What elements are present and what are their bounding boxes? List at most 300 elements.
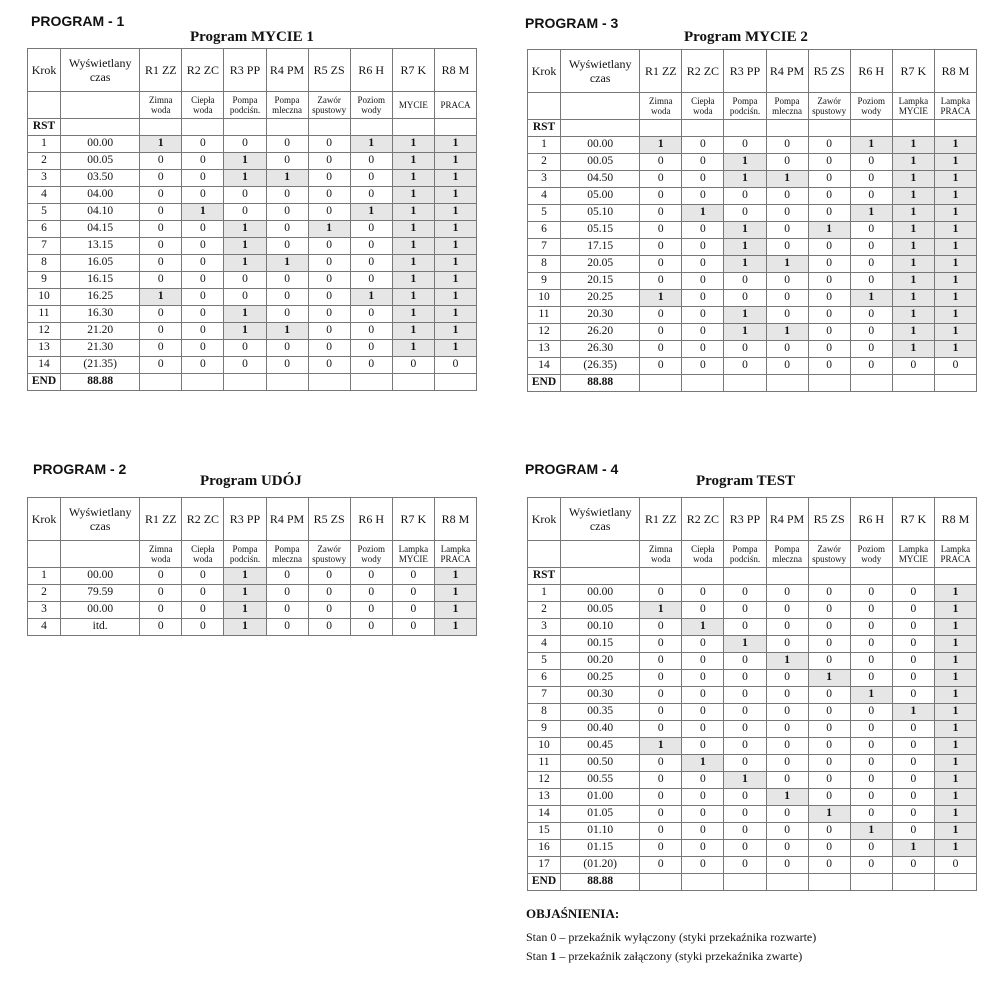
state-cell: 0 [724,137,766,154]
header-desc-row [528,93,977,120]
table-row [28,568,477,585]
empty-cell [28,92,61,119]
state-cell: 0 [350,153,392,170]
empty-cell [140,119,182,136]
state-cell: 0 [808,290,850,307]
step-cell: 6 [28,221,61,238]
state-cell: 1 [934,806,976,823]
state-cell: 1 [724,772,766,789]
empty-cell [892,874,934,891]
state-cell: 1 [934,823,976,840]
time-cell: 00.50 [561,755,640,772]
step-cell: 10 [528,738,561,755]
state-cell: 0 [640,653,682,670]
state-cell: 1 [934,256,976,273]
state-cell: 0 [850,721,892,738]
empty-cell [308,119,350,136]
step-cell: 6 [528,222,561,239]
state-cell: 0 [640,670,682,687]
program-title: Program UDÓJ [200,473,302,489]
table-row [528,341,977,358]
relay-description: Zawór spustowy [808,93,850,120]
step-cell: 4 [28,619,61,636]
state-cell: 1 [892,239,934,256]
step-cell: 2 [528,154,561,171]
state-cell: 0 [724,687,766,704]
state-cell: 0 [808,704,850,721]
state-cell: 0 [724,789,766,806]
state-cell: 0 [140,255,182,272]
state-cell: 0 [140,153,182,170]
step-cell: 10 [28,289,61,306]
col-header-relay: R8 M [434,49,476,92]
step-cell: 12 [528,324,561,341]
relay-description: Pompa mleczna [266,92,308,119]
rst-label: RST [528,568,561,585]
time-cell: 04.50 [561,171,640,188]
col-header-relay: R1 ZZ [640,50,682,93]
state-cell: 0 [640,341,682,358]
notes-state: 0 [550,930,557,944]
state-cell: 1 [350,289,392,306]
step-cell: 2 [528,602,561,619]
table-row [528,154,977,171]
relay-description: Zawór spustowy [308,92,350,119]
notes-prefix: Stan [526,930,551,944]
state-cell: 1 [934,755,976,772]
empty-cell [724,120,766,137]
state-cell: 0 [766,273,808,290]
relay-table [27,48,477,391]
empty-cell [766,874,808,891]
state-cell: 0 [682,154,724,171]
state-cell: 1 [934,704,976,721]
state-cell: 1 [934,171,976,188]
table-row [528,772,977,789]
state-cell: 0 [892,806,934,823]
state-cell: 1 [434,187,476,204]
state-cell: 0 [308,306,350,323]
state-cell: 0 [682,585,724,602]
state-cell: 1 [392,323,434,340]
state-cell: 0 [350,238,392,255]
table-row [528,324,977,341]
state-cell: 0 [224,357,266,374]
col-header-relay: R4 PM [266,498,308,541]
state-cell: 0 [392,568,434,585]
state-cell: 1 [934,137,976,154]
program-label: PROGRAM - 4 [525,461,619,477]
state-cell: 1 [224,619,266,636]
col-header-relay: R3 PP [724,50,766,93]
program-label: PROGRAM - 3 [525,15,619,31]
step-cell: 15 [528,823,561,840]
state-cell: 1 [266,255,308,272]
time-cell: 20.15 [561,273,640,290]
state-cell: 0 [350,255,392,272]
state-cell: 0 [766,704,808,721]
state-cell: 1 [434,602,476,619]
time-cell: 00.25 [561,670,640,687]
table-row [28,238,477,255]
state-cell: 0 [392,602,434,619]
state-cell: 0 [266,187,308,204]
state-cell: 0 [640,687,682,704]
state-cell: 0 [850,256,892,273]
state-cell: 0 [140,306,182,323]
time-cell: 04.10 [61,204,140,221]
state-cell: 0 [850,222,892,239]
col-header-relay: R2 ZC [682,50,724,93]
state-cell: 1 [934,222,976,239]
step-cell: 9 [528,721,561,738]
empty-cell [528,541,561,568]
state-cell: 0 [766,806,808,823]
col-header-relay: R2 ZC [182,49,224,92]
col-header-relay: R1 ZZ [140,498,182,541]
col-header-krok: Krok [528,50,561,93]
state-cell: 1 [640,290,682,307]
state-cell: 1 [850,290,892,307]
state-cell: 0 [724,806,766,823]
empty-cell [224,374,266,391]
step-cell: 5 [528,653,561,670]
state-cell: 0 [850,840,892,857]
state-cell: 0 [850,273,892,290]
end-label: END [528,874,561,891]
time-cell: 16.25 [61,289,140,306]
empty-cell [766,120,808,137]
empty-cell [350,119,392,136]
state-cell: 0 [850,636,892,653]
notes-line-off [526,930,816,945]
step-cell: 11 [528,307,561,324]
relay-description: Poziom wody [350,92,392,119]
state-cell: 0 [766,307,808,324]
state-cell: 0 [682,307,724,324]
time-cell: (21.35) [61,357,140,374]
state-cell: 0 [892,772,934,789]
empty-cell [850,874,892,891]
time-cell: 16.05 [61,255,140,272]
state-cell: 1 [892,324,934,341]
state-cell: 0 [640,619,682,636]
relay-description: PRACA [434,92,476,119]
state-cell: 0 [682,341,724,358]
table-row [528,307,977,324]
state-cell: 1 [934,772,976,789]
state-cell: 0 [266,289,308,306]
state-cell: 1 [724,256,766,273]
header-desc-row [28,92,477,119]
header-row [28,498,477,541]
state-cell: 1 [724,636,766,653]
state-cell: 0 [182,136,224,153]
state-cell: 1 [224,602,266,619]
state-cell: 0 [808,789,850,806]
table-row [528,205,977,222]
state-cell: 0 [724,840,766,857]
state-cell: 0 [724,670,766,687]
state-cell: 0 [724,721,766,738]
state-cell: 0 [724,273,766,290]
state-cell: 0 [850,324,892,341]
table-row [528,721,977,738]
state-cell: 1 [934,585,976,602]
state-cell: 0 [308,272,350,289]
time-cell: 17.15 [561,239,640,256]
relay-description: Lampka PRACA [434,541,476,568]
empty-cell [892,120,934,137]
col-header-relay: R7 K [892,498,934,541]
notes-line-on [526,949,816,964]
state-cell: 1 [766,324,808,341]
state-cell: 0 [724,755,766,772]
end-label: END [528,375,561,392]
relay-description: Pompa podciśn. [724,541,766,568]
state-cell: 0 [182,602,224,619]
state-cell: 0 [850,755,892,772]
table-row [28,170,477,187]
step-cell: 12 [528,772,561,789]
state-cell: 0 [808,307,850,324]
empty-cell [182,374,224,391]
state-cell: 0 [266,602,308,619]
state-cell: 1 [766,256,808,273]
time-cell: 26.30 [561,341,640,358]
state-cell: 1 [934,670,976,687]
state-cell: 0 [182,272,224,289]
state-cell: 0 [892,602,934,619]
relay-description: Ciepła woda [182,92,224,119]
state-cell: 0 [724,205,766,222]
state-cell: 0 [640,755,682,772]
state-cell: 1 [224,170,266,187]
table-row [528,171,977,188]
state-cell: 1 [392,170,434,187]
table-row [528,704,977,721]
step-cell: 14 [28,357,61,374]
time-cell: 00.05 [561,154,640,171]
state-cell: 1 [350,136,392,153]
state-cell: 0 [682,789,724,806]
state-cell: 0 [766,619,808,636]
time-cell: 04.15 [61,221,140,238]
state-cell: 0 [350,585,392,602]
state-cell: 1 [892,222,934,239]
state-cell: 1 [934,154,976,171]
step-cell: 13 [528,789,561,806]
col-header-relay: R3 PP [224,49,266,92]
step-cell: 2 [28,585,61,602]
program-label: PROGRAM - 2 [33,461,127,477]
state-cell: 1 [892,154,934,171]
state-cell: 0 [308,136,350,153]
empty-cell [561,541,640,568]
relay-description: MYCIE [392,92,434,119]
state-cell: 1 [892,171,934,188]
step-cell: 3 [528,171,561,188]
col-header-relay: R4 PM [766,498,808,541]
step-cell: 8 [28,255,61,272]
state-cell: 0 [682,602,724,619]
state-cell: 0 [808,188,850,205]
state-cell: 0 [766,687,808,704]
state-cell: 0 [808,256,850,273]
empty-cell [724,874,766,891]
state-cell: 0 [808,171,850,188]
step-cell: 4 [28,187,61,204]
empty-cell [892,375,934,392]
empty-cell [61,119,140,136]
state-cell: 0 [682,823,724,840]
header-row [28,49,477,92]
state-cell: 0 [766,205,808,222]
table-row [28,153,477,170]
state-cell: 0 [182,568,224,585]
state-cell: 0 [808,636,850,653]
col-header-czas: Wyświetlany czas [561,50,640,93]
state-cell: 1 [934,205,976,222]
state-cell: 0 [808,205,850,222]
table-row [528,857,977,874]
state-cell: 1 [434,204,476,221]
table-row [28,602,477,619]
state-cell: 1 [434,340,476,357]
time-cell: 21.20 [61,323,140,340]
step-cell: 5 [528,205,561,222]
state-cell: 1 [266,323,308,340]
state-cell: 0 [682,222,724,239]
state-cell: 0 [350,306,392,323]
state-cell: 0 [682,704,724,721]
state-cell: 0 [308,170,350,187]
state-cell: 0 [266,153,308,170]
col-header-relay: R7 K [392,498,434,541]
col-header-krok: Krok [28,498,61,541]
step-cell: 11 [528,755,561,772]
state-cell: 0 [682,721,724,738]
state-cell: 0 [140,585,182,602]
empty-cell [808,874,850,891]
state-cell: 0 [140,238,182,255]
state-cell: 0 [266,221,308,238]
state-cell: 0 [350,221,392,238]
program-title: Program MYCIE 1 [190,29,314,45]
state-cell: 0 [308,568,350,585]
step-cell: 14 [528,806,561,823]
table-row [28,585,477,602]
state-cell: 1 [934,341,976,358]
table-row [528,823,977,840]
state-cell: 1 [724,324,766,341]
state-cell: 1 [724,154,766,171]
state-cell: 0 [808,721,850,738]
state-cell: 0 [766,670,808,687]
state-cell: 1 [392,136,434,153]
step-cell: 12 [28,323,61,340]
col-header-relay: R6 H [850,498,892,541]
state-cell: 0 [266,619,308,636]
table-row [528,840,977,857]
state-cell: 0 [682,239,724,256]
col-header-relay: R4 PM [266,49,308,92]
table-row [28,289,477,306]
state-cell: 0 [266,585,308,602]
state-cell: 0 [766,222,808,239]
table-row [528,806,977,823]
state-cell: 0 [682,256,724,273]
legend-notes [526,906,816,968]
state-cell: 0 [182,170,224,187]
program-title: Program TEST [696,473,796,489]
step-cell: 5 [28,204,61,221]
state-cell: 0 [266,340,308,357]
state-cell: 0 [766,823,808,840]
state-cell: 0 [850,239,892,256]
empty-cell [140,374,182,391]
step-cell: 14 [528,358,561,375]
empty-cell [934,568,976,585]
state-cell: 0 [766,341,808,358]
relay-table [27,497,477,636]
state-cell: 0 [892,755,934,772]
state-cell: 0 [350,170,392,187]
empty-cell [182,119,224,136]
state-cell: 1 [934,840,976,857]
state-cell: 1 [434,306,476,323]
state-cell: 1 [892,188,934,205]
time-cell: 05.00 [561,188,640,205]
state-cell: 0 [350,619,392,636]
table-row [528,256,977,273]
state-cell: 0 [682,840,724,857]
state-cell: 0 [392,619,434,636]
state-cell: 0 [350,568,392,585]
state-cell: 0 [808,358,850,375]
relay-description: Pompa mleczna [266,541,308,568]
state-cell: 0 [140,357,182,374]
empty-cell [682,375,724,392]
col-header-relay: R8 M [934,50,976,93]
state-cell: 1 [392,204,434,221]
empty-cell [808,375,850,392]
state-cell: 0 [140,568,182,585]
state-cell: 1 [766,171,808,188]
table-row [528,137,977,154]
state-cell: 0 [850,653,892,670]
state-cell: 0 [308,585,350,602]
relay-description: Pompa mleczna [766,541,808,568]
state-cell: 0 [766,585,808,602]
relay-description: Poziom wody [850,93,892,120]
header-row [528,498,977,541]
state-cell: 0 [308,204,350,221]
state-cell: 1 [934,307,976,324]
state-cell: 0 [724,358,766,375]
relay-description: Lampka MYCIE [892,541,934,568]
empty-cell [528,93,561,120]
table-row [528,636,977,653]
state-cell: 0 [682,653,724,670]
relay-description: Lampka PRACA [934,93,976,120]
table-row [528,670,977,687]
relay-description: Ciepła woda [182,541,224,568]
state-cell: 0 [850,154,892,171]
state-cell: 0 [182,323,224,340]
state-cell: 0 [682,857,724,874]
state-cell: 0 [808,755,850,772]
